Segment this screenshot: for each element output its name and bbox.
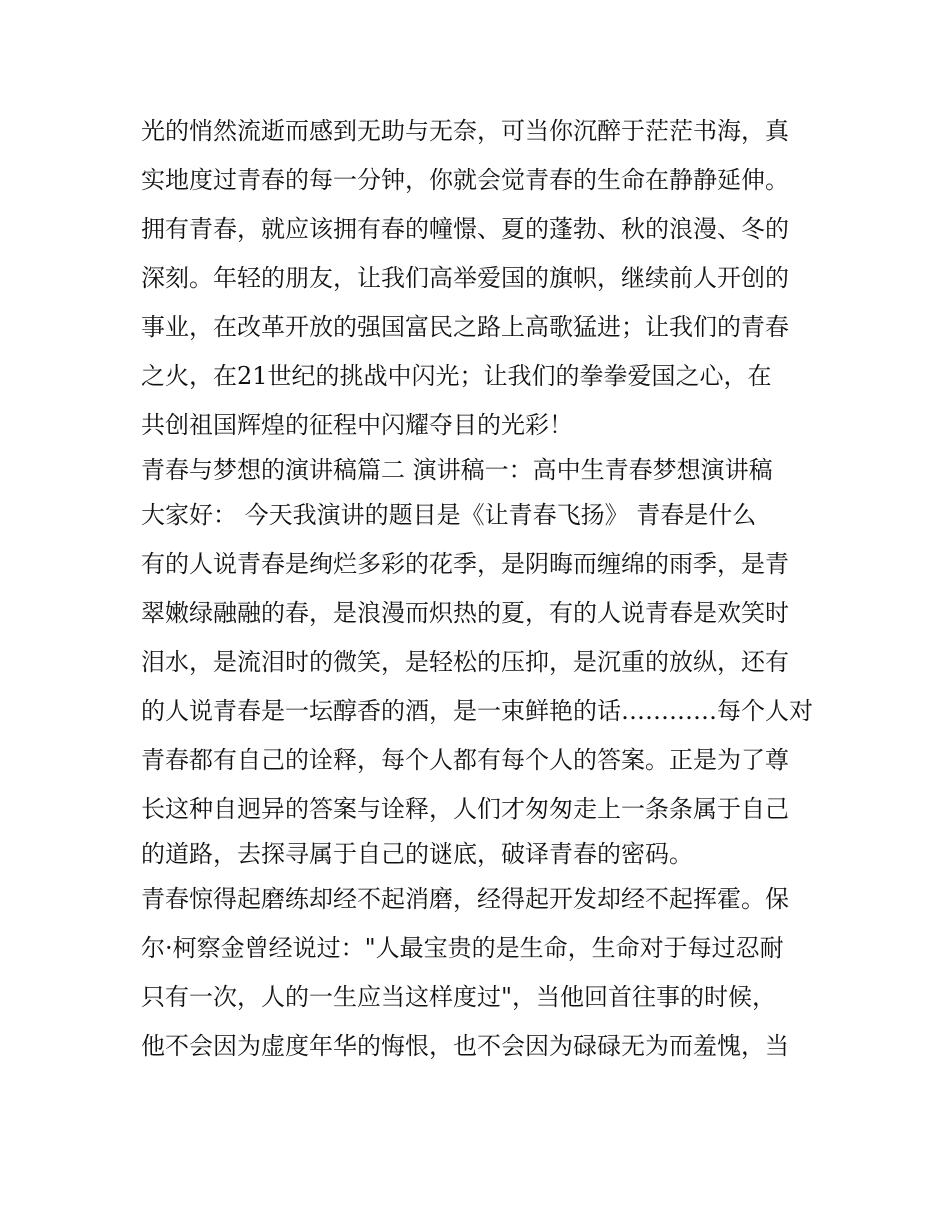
- section-heading-line: 青春与梦想的演讲稿篇二 演讲稿一：高中生青春梦想演讲稿: [141, 456, 773, 484]
- text-line: 大家好： 今天我演讲的题目是《让青春飞扬》 青春是什么: [141, 501, 757, 529]
- text-line: 青春都有自己的诠释，每个人都有每个人的答案。正是为了尊: [141, 746, 789, 774]
- text-line: 翠嫩绿融融的春，是浪漫而炽热的夏，有的人说青春是欢笑时: [141, 599, 789, 627]
- text-line: 之火，在21世纪的挑战中闪光；让我们的拳拳爱国之心，在: [141, 362, 772, 390]
- text-line: 有的人说青春是绚烂多彩的花季，是阴晦而缠绵的雨季，是青: [141, 550, 789, 578]
- text-line: 的人说青春是一坛醇香的酒，是一束鲜艳的话…………每个人对: [141, 697, 813, 725]
- text-line: 共创祖国辉煌的征程中闪耀夺目的光彩！: [141, 411, 573, 439]
- text-line: 他不会因为虚度年华的悔恨，也不会因为碌碌无为而羞愧，当: [141, 1032, 789, 1060]
- text-line: 光的悄然流逝而感到无助与无奈，可当你沉醉于茫茫书海，真: [141, 117, 789, 145]
- text-line: 泪水，是流泪时的微笑，是轻松的压抑，是沉重的放纵，还有: [141, 648, 789, 676]
- text-line: 拥有青春，就应该拥有春的幢憬、夏的蓬勃、秋的浪漫、冬的: [141, 215, 789, 243]
- text-line: 只有一次，人的一生应当这样度过"，当他回首往事的时候，: [141, 983, 777, 1011]
- text-line: 的道路，去探寻属于自己的谜底，破译青春的密码。: [141, 840, 693, 868]
- text-line: 尔·柯察金曾经说过："人最宝贵的是生命，生命对于每过忍耐: [141, 934, 784, 962]
- text-line: 深刻。年轻的朋友，让我们高举爱国的旗帜，继续前人开创的: [141, 264, 789, 292]
- text-line: 长这种自迥异的答案与诠释，人们才匆匆走上一条条属于自己: [141, 795, 789, 823]
- text-line: 事业，在改革开放的强国富民之路上高歌猛进；让我们的青春: [141, 313, 789, 341]
- text-line: 实地度过青春的每一分钟，你就会觉青春的生命在静静延伸。: [141, 166, 789, 194]
- document-body: [141, 107, 821, 1071]
- text-line: 青春惊得起磨练却经不起消磨，经得起开发却经不起挥霍。保: [141, 885, 789, 913]
